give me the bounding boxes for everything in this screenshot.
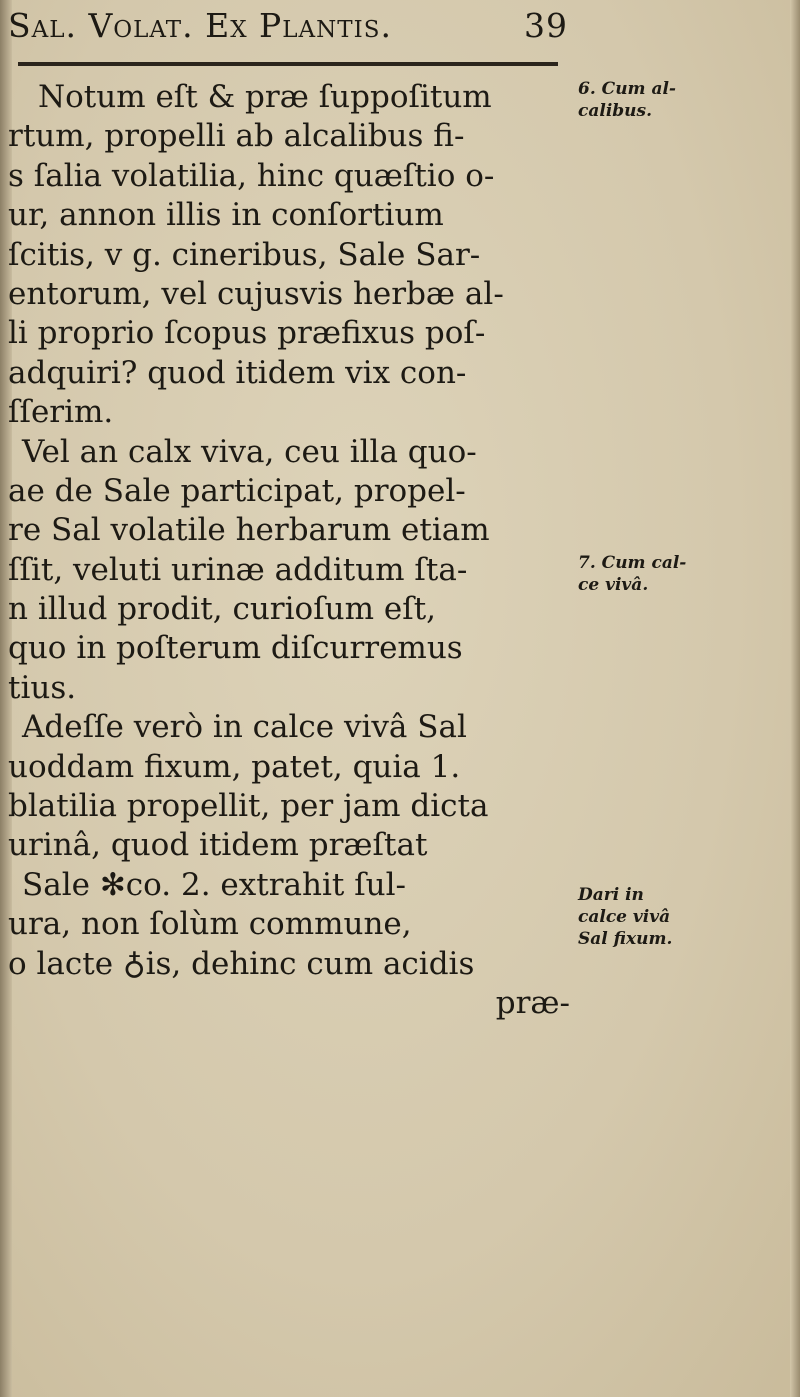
text-line: uoddam fixum, patet, quia 1. [8,748,461,785]
catchword: præ- [495,984,570,1021]
page-header [8,6,568,48]
text-line: ſſit, veluti urinæ additum ſta- [8,551,468,588]
page-number: 39 [524,6,568,45]
text-line: ae de Sale participat, propel- [8,472,466,509]
text-line: Vel an calx viva, ceu illa quo- [22,433,477,470]
text-line: re Sal volatile herbarum etiam [8,512,490,549]
text-line: urinâ, quod itidem præſtat [8,827,428,864]
margin-note-line: Sal fixum. [578,929,673,949]
text-line: entorum, vel cujusvis herbæ al- [8,275,504,312]
text-line: blatilia propellit, per jam dicta [8,788,489,825]
text-line: Sale ✻co. 2. extrahit ſul- [22,866,407,903]
text-line: quo in poſterum diſcurremus [8,630,463,667]
margin-note-line: 7. Cum cal- [578,553,687,573]
header-rule [18,62,558,66]
margin-note-6 [578,78,793,122]
margin-note-line: calce vivâ [578,907,671,927]
margin-note-line: Dari in [578,885,644,905]
text-line: ſcitis, v g. cineribus, Sale Sar- [8,236,481,273]
text-line: li proprio ſcopus præfixus poſ- [8,315,486,352]
margin-note-7 [578,552,793,596]
text-line: ſſerim. [8,394,114,431]
text-line: o lacte ♁is, dehinc cum acidis [8,945,475,982]
margin-note-line: ce vivâ. [578,575,649,595]
text-line: rtum, propelli ab alcalibus fi- [8,118,465,155]
body-text [8,78,580,1023]
margin-note-dari [578,884,793,950]
text-line: Notum eſt & præ ſuppoſitum [38,79,492,115]
page-edge-right [790,0,800,1397]
text-line: tius. [8,669,77,706]
text-line: s ſalia volatilia, hinc quæſtio o- [8,157,495,194]
margin-note-line: 6. Cum al- [578,79,676,99]
text-line: n illud prodit, curioſum eſt, [8,591,437,628]
text-line: ur, annon illis in conſortium [8,197,444,234]
text-line: adquiri? quod itidem vix con- [8,354,467,391]
running-title: Sal. Volat. Ex Plantis. [8,6,392,45]
text-line: Adeſſe verò in calce vivâ Sal [22,709,467,746]
text-line: ura, non ſolùm commune, [8,906,412,943]
margin-note-line: calibus. [578,101,653,121]
